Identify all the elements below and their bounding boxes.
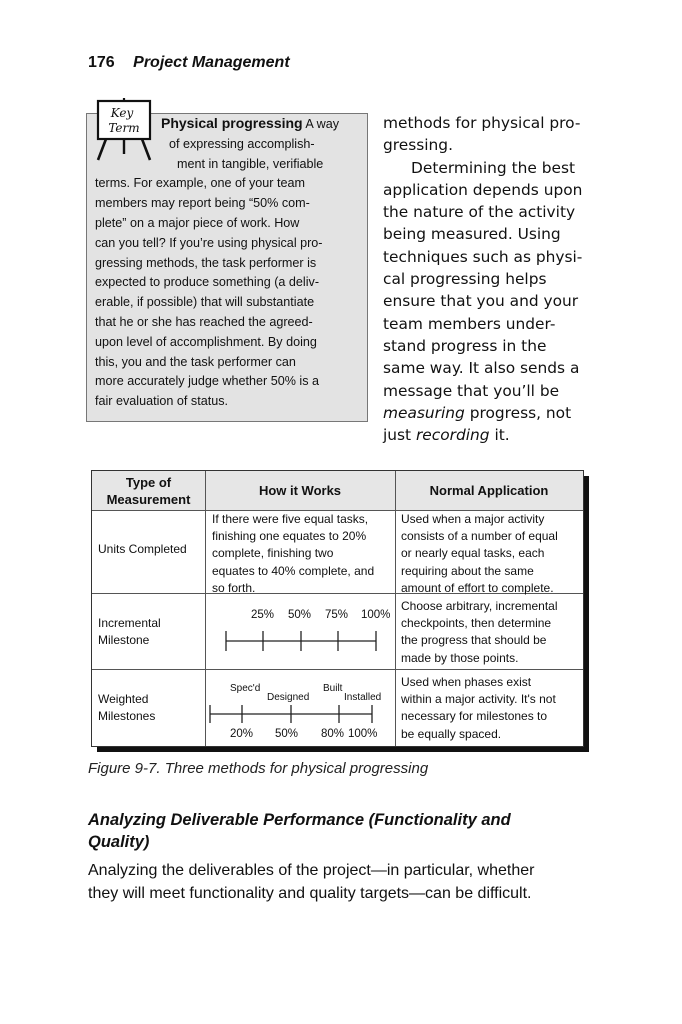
body-line [383, 402, 603, 424]
body-line: methods for physical pro- [383, 114, 581, 132]
body-line: gressing. [383, 136, 453, 155]
pct-label: 100% [361, 609, 391, 621]
body-text: progress, not [464, 403, 572, 422]
key-term-word: Physical progressing [161, 115, 303, 131]
pct-label: 50% [288, 609, 312, 621]
figure-table [91, 470, 584, 747]
book-title: Project Management [133, 54, 290, 71]
cell-line: complete, finishing two [212, 546, 334, 561]
paragraph-line: Analyzing the deliverables of the project—in particular, whether [88, 862, 535, 879]
cell-line: Milestones [98, 709, 156, 724]
incremental-milestone-scale [222, 628, 382, 654]
key-term-line: A way [302, 117, 340, 131]
body-text: it. [489, 426, 510, 445]
cell-line: so forth. [212, 580, 256, 595]
paragraph-line: they will meet functionality and quality targets—can be difficult. [88, 884, 532, 902]
pct-label: 100% [348, 728, 378, 740]
body-line [383, 424, 603, 446]
key-term-line: ment in tangible, verifiable [177, 156, 324, 171]
pct-label: 20% [230, 728, 254, 740]
cell-line: equates to 40% complete, and [212, 563, 375, 578]
heading-line: Quality) [88, 833, 150, 851]
key-term-line: expected to produce something (a deliv- [95, 275, 320, 290]
key-term-line: can you tell? If you’re using physical pro- [95, 235, 323, 250]
key-term-line: more accurately judge whether 50% is a [95, 374, 320, 389]
key-term-line: upon level of accomplishment. By doing [95, 334, 317, 349]
milestone-label-built: Built [323, 683, 343, 694]
body-line: being measured. Using [383, 225, 561, 244]
key-term-line: this, you and the task performer can [95, 354, 296, 369]
milestone-label-installed: Installed [344, 692, 382, 703]
pct-label: 50% [275, 728, 299, 740]
body-line: same way. It also sends a [383, 359, 580, 378]
cell-line: consists of a number of equal [401, 529, 558, 544]
cell-line: the progress that should be [401, 633, 547, 648]
row1-how [212, 511, 374, 597]
milestone-label-specd: Spec'd [230, 683, 261, 694]
milestone-label-designed: Designed [267, 692, 310, 703]
cell-line: finishing one equates to 20% [212, 529, 367, 544]
cell-line: Used when a major activity [401, 512, 545, 526]
body-line: the nature of the activity [383, 203, 576, 222]
page-number: 176 [88, 54, 115, 71]
key-term-line: plete” on a major piece of work. How [95, 215, 300, 230]
key-term-easel-icon [92, 98, 156, 162]
key-term-line: fair evaluation of status. [95, 394, 229, 409]
body-line: techniques such as physi- [383, 247, 583, 266]
cell-line: amount of effort to complete. [401, 580, 554, 595]
weighted-milestone-scale [205, 703, 380, 727]
cell-line: Incremental [98, 616, 161, 630]
row-divider [92, 669, 583, 670]
cell-line: made by those points. [401, 650, 519, 665]
cell-line: within a major activity. It's not [401, 692, 556, 707]
row2-type [98, 615, 161, 649]
column-divider [395, 471, 396, 746]
cell-line: Weighted [98, 692, 149, 706]
cell-line: necessary for milestones to [401, 709, 548, 724]
key-term-line: erable, if possible) that will substantiate [95, 295, 315, 310]
cell-line: checkpoints, then determine [401, 616, 552, 631]
row2-normal [401, 598, 558, 667]
cell-line: Milestone [98, 633, 150, 648]
row1-normal [401, 511, 558, 597]
emphasis-measuring: measuring [383, 403, 465, 422]
key-term-line: that he or she has reached the agreed- [95, 314, 313, 329]
header-how-it-works: How it Works [258, 483, 342, 498]
pct-label: 75% [325, 609, 349, 621]
body-text-right-column [383, 112, 603, 446]
easel-word-term: Term [108, 121, 140, 135]
pct-label: 80% [321, 728, 345, 740]
section-paragraph [88, 860, 608, 905]
key-term-line: terms. For example, one of your team [95, 176, 305, 191]
key-term-line: members may report being “50% com- [95, 196, 310, 211]
header-text: Measurement [106, 492, 191, 507]
key-term-line: gressing methods, the task performer is [95, 255, 317, 270]
cell-line: Choose arbitrary, incremental [401, 599, 558, 613]
body-line: ensure that you and your [383, 292, 579, 311]
header-normal-application: Normal Application [429, 483, 549, 498]
easel-word-key: Key [110, 106, 134, 120]
row1-type: Units Completed [98, 542, 187, 556]
body-line: cal progressing helps [383, 270, 547, 289]
pct-label: 25% [251, 609, 275, 621]
emphasis-recording: recording [415, 426, 490, 445]
header-text: Type of [125, 475, 172, 490]
running-head [88, 54, 290, 72]
row3-normal [401, 674, 556, 743]
header-type-of-measurement [92, 474, 205, 508]
heading-line: Analyzing Deliverable Performance (Functionality and [88, 811, 511, 829]
body-line: Determining the best [411, 158, 576, 177]
body-text: just [383, 426, 416, 445]
body-line: stand progress in the [383, 336, 547, 355]
row3-type [98, 691, 155, 725]
body-line: application depends upon [383, 180, 583, 199]
figure-caption: Figure 9-7. Three methods for physical progressing [88, 760, 429, 777]
key-term-line: of expressing accomplish- [169, 136, 315, 151]
cell-line: If there were five equal tasks, [212, 512, 369, 526]
cell-line: Used when phases exist [401, 675, 532, 689]
body-line: team members under- [383, 314, 556, 333]
section-heading [88, 809, 588, 853]
cell-line: or nearly equal tasks, each [401, 546, 545, 561]
cell-line: requiring about the same [401, 563, 534, 578]
body-line: message that you’ll be [383, 381, 560, 400]
cell-line: be equally spaced. [401, 726, 502, 741]
